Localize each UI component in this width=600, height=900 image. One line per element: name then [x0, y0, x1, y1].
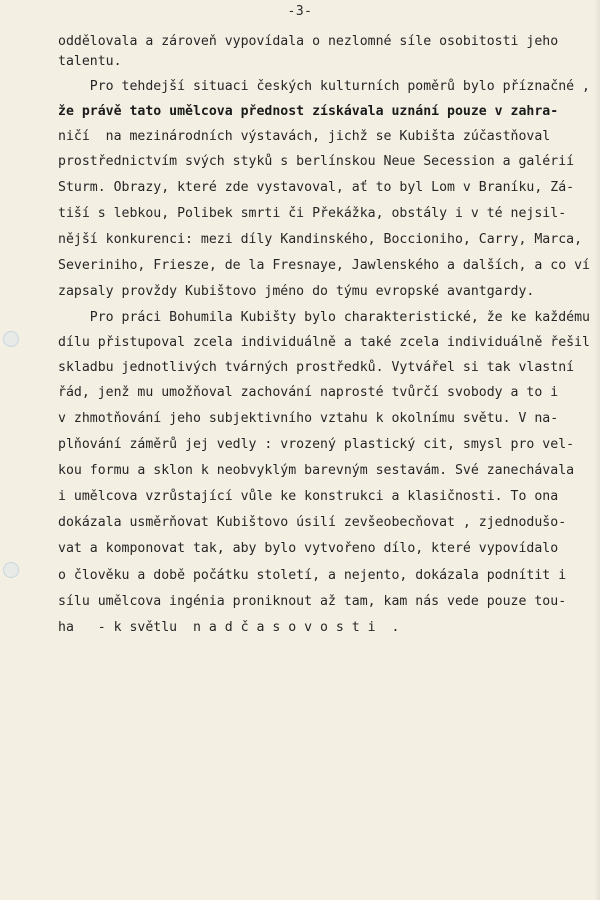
text-line: Severiniho, Friesze, de la Fresnaye, Jawlenského a dalších, a co ví: [58, 258, 590, 273]
text-line: že právě tato umělcova přednost získávala uznání pouze v zahra-: [58, 104, 559, 119]
text-line: Pro práci Bohumila Kubišty bylo charakteristické, že ke každému: [58, 310, 590, 325]
text-line: plňování záměrů jej vedly : vrozený plastický cit, smysl pro vel-: [58, 437, 575, 452]
page-edge-shadow: [594, 0, 600, 900]
text-line: nější konkurenci: mezi díly Kandinského, Boccioniho, Carry, Marca,: [58, 232, 583, 247]
text-line: kou formu a sklon k neobvyklým barevným sestavám. Své zanechávala: [58, 463, 575, 478]
text-line: vat a komponovat tak, aby bylo vytvořeno dílo, které vypovídalo: [58, 541, 559, 556]
text-line: prostřednictvím svých styků s berlínskou Neue Secession a galérií: [58, 154, 575, 169]
text-line: dokázala usměrňovat Kubištovo úsilí zevšeobecňovat , zjednodušo-: [58, 515, 567, 530]
punch-hole-upper: [3, 331, 19, 347]
text-line: ha - k světlu n a d č a s o v o s t i .: [58, 620, 400, 635]
text-line: Pro tehdejší situaci českých kulturních poměrů bylo příznačné ,: [58, 79, 590, 94]
page-number: -3-: [287, 4, 313, 19]
text-line: zapsaly provždy Kubištovo jméno do týmu evropské avantgardy.: [58, 284, 535, 299]
text-line: i umělcova vzrůstající vůle ke konstrukci a klasičnosti. To ona: [58, 489, 559, 504]
text-line: o člověku a době počátku století, a nejento, dokázala podnítit i: [58, 568, 567, 583]
text-line: dílu přistupoval zcela individuálně a také zcela individuálně řešil: [58, 335, 590, 350]
text-line: tiší s lebkou, Polibek smrti či Překážka, obstály i v té nejsil-: [58, 206, 567, 221]
text-line: skladbu jednotlivých tvárných prostředků. Vytvářel si tak vlastní: [58, 360, 575, 375]
text-line: talentu.: [58, 54, 122, 69]
text-line: oddělovala a zároveň vypovídala o nezlomné síle osobitosti jeho: [58, 34, 559, 49]
text-line: ničí na mezinárodních výstavách, jichž se Kubišta zúčastňoval: [58, 129, 551, 144]
punch-hole-lower: [3, 562, 19, 578]
text-line: v zhmotňování jeho subjektivního vztahu k okolnímu světu. V na-: [58, 411, 559, 426]
text-line: sílu umělcova ingénia proniknout až tam, kam nás vede pouze tou-: [58, 594, 567, 609]
text-line: řád, jenž mu umožňoval zachování naprosté tvůrčí svobody a to i: [58, 385, 559, 400]
text-line: Sturm. Obrazy, které zde vystavoval, ať to byl Lom v Braníku, Zá-: [58, 180, 575, 195]
